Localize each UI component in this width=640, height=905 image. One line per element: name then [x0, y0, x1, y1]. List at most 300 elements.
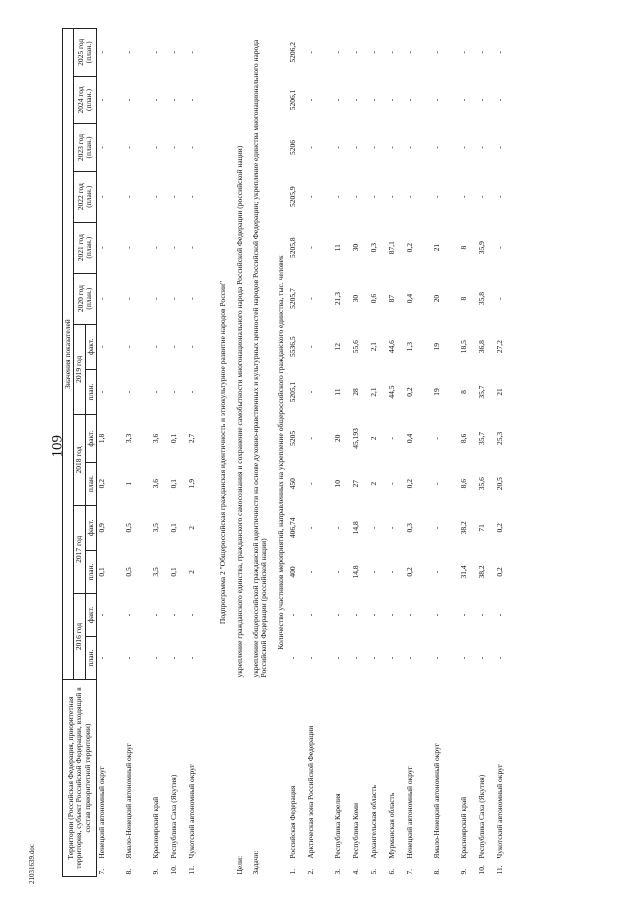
territory-name: Ямало-Ненецкий автономный округ [432, 743, 442, 859]
tasks-text: укрепление общероссийской гражданской идентичности на основе духовно-нравственных и культурных ценностей народов Российской Федерации; укрепление единства многонационального народа Российской Федерации (российской нации) [250, 39, 269, 678]
row-number: 9. [151, 868, 161, 875]
plan-header: план. [85, 462, 96, 505]
value-cell: 27 [351, 479, 361, 488]
value-cell: - [124, 195, 134, 198]
value-cell: 0,3 [405, 523, 415, 533]
subprogram-title: Подпрограмма 2 "Общероссийская гражданская идентичность и этнокультурное развитие народов России" [218, 280, 228, 625]
value-cell: - [432, 482, 442, 485]
table-row [477, 29, 495, 877]
value-cell: 25,3 [495, 431, 505, 445]
value-cell: - [387, 195, 397, 198]
value-cell: 0,4 [405, 433, 415, 444]
value-cell: - [187, 51, 197, 54]
value-cell: 0,2 [97, 479, 107, 489]
row-number: 6. [387, 868, 397, 875]
table-row [351, 29, 369, 877]
row-number: 5. [369, 868, 379, 875]
value-cell: - [495, 613, 505, 617]
value-cell: - [187, 613, 197, 617]
value-cell: 0,1 [169, 433, 179, 444]
value-cell: - [387, 98, 397, 102]
year-2021-header: 2021 год (план.) [74, 222, 97, 273]
value-cell: - [151, 246, 161, 249]
value-cell: 35,9 [477, 241, 487, 255]
value-cell: 1,3 [405, 342, 415, 352]
value-cell: - [369, 656, 379, 660]
value-cell: - [387, 146, 397, 149]
value-cell: - [151, 195, 161, 198]
value-cell: 20,5 [495, 477, 505, 491]
value-cell: 19 [432, 342, 442, 351]
goals-text: укрепление гражданского единства, гражданского самосознания и сохранение самобытности многонационального народа Российской Федерации (российской нации) [234, 145, 244, 678]
value-cell: - [306, 570, 316, 574]
value-cell: - [369, 51, 379, 54]
value-cell: - [432, 146, 442, 149]
value-cell: 5206,1 [288, 89, 298, 111]
row-number: 4. [351, 868, 361, 875]
value-cell: - [306, 526, 316, 530]
value-cell: - [124, 390, 134, 394]
value-cell: - [369, 613, 379, 617]
value-cell: - [477, 656, 487, 660]
territory-name: Чукотский автономный округ [187, 764, 197, 859]
value-cell: - [306, 98, 316, 102]
row-number: 8. [432, 868, 442, 875]
value-cell: - [495, 656, 505, 660]
value-cell: 2,1 [369, 342, 379, 352]
value-cell: 27,2 [495, 340, 505, 354]
value-cell: - [432, 98, 442, 102]
value-cell: 3,6 [151, 479, 161, 489]
value-cell: 2,7 [187, 433, 197, 444]
value-cell: - [387, 526, 397, 530]
table-row [306, 29, 333, 877]
tasks-label: Задачи: [250, 850, 260, 875]
value-cell: 87,1 [387, 241, 397, 255]
value-cell: - [333, 656, 343, 660]
plan-header: план. [85, 369, 96, 414]
year-2024-header: 2024 год (план.) [74, 76, 97, 124]
territory-name: Республика Карелия [333, 793, 343, 859]
value-cell: 400 [288, 566, 298, 578]
value-cell: - [432, 613, 442, 617]
value-cell: - [432, 437, 442, 440]
territory-name: Красноярский край [459, 796, 469, 859]
indicators-table [62, 28, 522, 877]
value-cell: 31,4 [459, 565, 469, 579]
value-cell: 30 [351, 294, 361, 303]
value-cell: 2 [187, 570, 197, 574]
value-cell: 18,5 [459, 340, 469, 354]
value-cell: 38,2 [477, 565, 487, 579]
row-number: 10. [477, 865, 487, 875]
value-cell: - [124, 613, 134, 617]
value-cell: 38,2 [459, 521, 469, 535]
value-cell: - [97, 656, 107, 660]
value-cell: - [124, 297, 134, 300]
value-cell: - [306, 482, 316, 485]
value-cell: 450 [288, 478, 298, 490]
value-cell: - [459, 613, 469, 617]
value-cell: 35,7 [477, 431, 487, 445]
value-cell: - [151, 613, 161, 617]
subprogram-section [214, 29, 288, 877]
plan-header: план. [85, 637, 96, 680]
value-cell: - [97, 613, 107, 617]
value-cell: 30 [351, 243, 361, 252]
territory-name: Ненецкий автономный округ [97, 766, 107, 859]
value-cell: - [97, 246, 107, 249]
value-cell: - [369, 146, 379, 149]
value-cell: - [432, 656, 442, 660]
value-cell: 406,74 [288, 517, 298, 539]
value-cell: - [387, 51, 397, 54]
year-2019-header: 2019 год [74, 324, 85, 415]
value-cell: - [351, 656, 361, 660]
value-cell: - [124, 246, 134, 249]
row-number: 11. [495, 865, 505, 875]
value-cell: 5205,1 [288, 381, 298, 403]
value-cell: - [187, 390, 197, 394]
value-cell: 1 [124, 481, 134, 486]
indicator-title: Количество участников мероприятий, направленных на укрепление общероссийского гражданского единства, тыс. человек [275, 255, 285, 650]
table-body-top [97, 29, 215, 877]
territory-name: Чукотский автономный округ [495, 764, 505, 859]
rotated-table-wrapper [62, 28, 640, 877]
value-cell: - [333, 613, 343, 617]
row-number: 7. [405, 868, 415, 875]
year-2017-header: 2017 год [74, 505, 85, 593]
page-number: 109 [49, 435, 66, 458]
value-cell: - [169, 146, 179, 149]
value-cell: - [387, 656, 397, 660]
value-cell: - [351, 51, 361, 54]
value-cell: - [369, 195, 379, 198]
value-cell: - [151, 345, 161, 348]
value-cell: 5205,8 [288, 237, 298, 258]
value-cell: - [97, 297, 107, 300]
value-cell: 0,1 [169, 479, 179, 489]
value-cell: - [151, 297, 161, 300]
plan-header: план. [85, 550, 96, 593]
fact-header: факт. [85, 505, 96, 550]
value-cell: 0,3 [369, 242, 379, 253]
value-cell: - [288, 656, 298, 660]
value-cell: - [187, 146, 197, 149]
value-cell: 8 [459, 390, 469, 394]
value-cell: - [169, 51, 179, 54]
value-cell: - [288, 613, 298, 617]
value-cell: - [97, 146, 107, 149]
value-cell: - [459, 146, 469, 149]
value-cell: - [306, 195, 316, 198]
value-cell: 5205,7 [288, 288, 298, 309]
table-row [432, 29, 459, 877]
value-cell: - [405, 51, 415, 54]
value-cell: - [369, 570, 379, 574]
value-cell: - [351, 195, 361, 198]
value-cell: - [477, 98, 487, 102]
table-row [187, 29, 214, 877]
value-cell: 35,8 [477, 292, 487, 306]
value-cell: - [124, 656, 134, 660]
value-cell: - [477, 195, 487, 198]
value-cell: - [97, 51, 107, 54]
value-cell: - [495, 195, 505, 198]
value-cell: - [387, 437, 397, 440]
table-row [288, 29, 306, 877]
value-cell: 3,6 [151, 433, 161, 444]
value-cell: 8 [459, 245, 469, 250]
row-number: 2. [306, 868, 316, 875]
value-cell: - [387, 613, 397, 617]
value-cell: 14,8 [351, 521, 361, 535]
value-cell: 0,2 [495, 523, 505, 533]
value-cell: 21 [495, 388, 505, 396]
value-cell: 2 [369, 436, 379, 441]
value-cell: - [306, 437, 316, 440]
value-cell: - [306, 246, 316, 249]
territory-name: Российская Федерация [288, 785, 298, 859]
value-cell: - [97, 98, 107, 102]
value-cell: 0,9 [97, 523, 107, 533]
footer-code: 21031639.doc [28, 844, 36, 884]
value-cell: 36,8 [477, 340, 487, 354]
territory-name: Республика Саха (Якутия) [477, 774, 487, 859]
territory-name: Арктическая зона Российской Федерации [306, 725, 316, 859]
value-cell: 0,1 [169, 523, 179, 533]
value-cell: - [151, 51, 161, 54]
table-row [97, 29, 125, 877]
value-cell: - [459, 656, 469, 660]
value-cell: - [405, 613, 415, 617]
value-cell: 10 [333, 479, 343, 488]
value-cell: 0,1 [97, 567, 107, 577]
table-row [333, 29, 351, 877]
value-cell: - [151, 146, 161, 149]
value-cell: - [187, 98, 197, 102]
value-cell: 12 [333, 342, 343, 351]
value-cell: - [405, 195, 415, 198]
value-cell: 11 [333, 388, 343, 396]
value-cell: - [495, 246, 505, 249]
territory-name: Ямало-Ненецкий автономный округ [124, 743, 134, 859]
table-body-bottom [288, 29, 522, 877]
table-header [63, 29, 97, 877]
value-cell: - [459, 51, 469, 54]
value-cell: - [306, 390, 316, 394]
value-cell: - [333, 195, 343, 198]
value-cell: 45,193 [351, 428, 361, 449]
value-cell: 5206 [288, 140, 298, 155]
value-cell: - [97, 195, 107, 198]
value-cell: 87 [387, 294, 397, 303]
value-cell: - [333, 98, 343, 102]
row-number: 7. [97, 868, 107, 875]
value-cell: - [387, 570, 397, 574]
value-cell: - [432, 51, 442, 54]
value-cell: 21 [432, 243, 442, 252]
value-cell: - [187, 297, 197, 300]
value-cell: 0,2 [405, 242, 415, 253]
value-cell: 8,6 [459, 479, 469, 489]
value-cell: - [306, 297, 316, 300]
value-cell: - [169, 246, 179, 249]
value-cell: 0,5 [124, 567, 134, 577]
value-cell: 5205 [288, 430, 298, 446]
value-cell: - [306, 146, 316, 149]
value-cell: - [97, 390, 107, 394]
value-cell: - [187, 345, 197, 348]
value-cell: - [169, 390, 179, 394]
value-cell: - [169, 613, 179, 617]
value-cell: 0,5 [124, 523, 134, 533]
value-cell: - [124, 51, 134, 54]
value-cell: 14,8 [351, 565, 361, 579]
value-cell: - [124, 146, 134, 149]
row-number: 1. [288, 868, 298, 875]
value-cell: 20 [333, 434, 343, 443]
value-cell: 1,8 [97, 433, 107, 444]
value-cell: 44,6 [387, 340, 397, 354]
table-row [169, 29, 187, 877]
value-cell: 3,5 [151, 523, 161, 533]
value-cell: 3,3 [124, 433, 134, 444]
value-cell: - [477, 51, 487, 54]
year-2016-header: 2016 год [74, 593, 85, 679]
value-cell: - [351, 98, 361, 102]
territory-name: Республика Коми [351, 802, 361, 859]
value-cell: 5536,5 [288, 336, 298, 358]
value-cell: - [151, 656, 161, 660]
year-2025-header: 2025 год (план.) [74, 29, 97, 77]
value-cell: - [369, 526, 379, 530]
year-2020-header: 2020 год (план.) [74, 273, 97, 324]
value-cell: 21,3 [333, 292, 343, 306]
value-cell: - [495, 146, 505, 149]
table-row [369, 29, 387, 877]
value-cell: - [432, 570, 442, 574]
value-cell: - [495, 297, 505, 300]
value-cell: - [333, 526, 343, 530]
value-cell: - [187, 246, 197, 249]
value-cell: 5205,9 [288, 186, 298, 208]
table-row [124, 29, 151, 877]
table-row [495, 29, 522, 877]
value-cell: - [387, 482, 397, 485]
value-cell: 0,2 [405, 479, 415, 489]
value-cell: - [333, 51, 343, 54]
fact-header: факт. [85, 324, 96, 369]
value-cell: 0,2 [495, 567, 505, 577]
value-cell: 0,6 [369, 293, 379, 304]
fact-header: факт. [85, 415, 96, 463]
value-cell: - [432, 526, 442, 530]
value-cell: - [495, 98, 505, 102]
value-cell: 0,1 [169, 567, 179, 577]
row-number: 8. [124, 868, 134, 875]
values-group-header: Значения показателей [63, 29, 74, 680]
row-number: 9. [459, 868, 469, 875]
value-cell: 8 [459, 296, 469, 301]
value-cell: - [351, 146, 361, 149]
value-cell: - [306, 345, 316, 348]
goals-label: Цели: [234, 855, 244, 875]
year-2018-header: 2018 год [74, 415, 85, 506]
value-cell: - [405, 656, 415, 660]
table-row [387, 29, 405, 877]
value-cell: - [459, 98, 469, 102]
value-cell: 28 [351, 388, 361, 396]
value-cell: - [477, 613, 487, 617]
row-number: 10. [169, 865, 179, 875]
value-cell: 1,9 [187, 479, 197, 489]
value-cell: - [97, 345, 107, 348]
value-cell: - [169, 195, 179, 198]
value-cell: - [169, 98, 179, 102]
value-cell: 55,6 [351, 340, 361, 354]
value-cell: 35,6 [477, 477, 487, 491]
value-cell: - [169, 297, 179, 300]
value-cell: 44,5 [387, 385, 397, 399]
value-cell: - [306, 51, 316, 54]
value-cell: 0,2 [405, 567, 415, 577]
value-cell: 5206,2 [288, 42, 298, 63]
value-cell: - [432, 195, 442, 198]
value-cell: - [459, 195, 469, 198]
value-cell: - [151, 390, 161, 394]
value-cell: - [124, 345, 134, 348]
value-cell: - [306, 613, 316, 617]
value-cell: - [187, 656, 197, 660]
territory-column-header: Территории (Российская Федерация, приоритетная территория, субъект Российской Федерации, входящий в состав приоритетной территории) [63, 680, 97, 877]
territory-name: Ненецкий автономный округ [405, 766, 415, 859]
value-cell: - [495, 51, 505, 54]
fact-header: факт. [85, 593, 96, 636]
territory-name: Республика Саха (Якутия) [169, 774, 179, 859]
value-cell: 8,6 [459, 433, 469, 444]
year-2023-header: 2023 год (план.) [74, 124, 97, 172]
value-cell: - [333, 146, 343, 149]
value-cell: 0,4 [405, 293, 415, 304]
table-row [405, 29, 432, 877]
value-cell: 35,7 [477, 385, 487, 399]
value-cell: - [369, 98, 379, 102]
value-cell: - [405, 146, 415, 149]
value-cell: - [124, 98, 134, 102]
territory-name: Мурманская область [387, 792, 397, 859]
year-2022-header: 2022 год (план.) [74, 171, 97, 222]
value-cell: - [405, 98, 415, 102]
table-row [459, 29, 477, 877]
value-cell: - [477, 146, 487, 149]
value-cell: - [169, 345, 179, 348]
value-cell: - [306, 656, 316, 660]
value-cell: 11 [333, 244, 343, 252]
territory-name: Красноярский край [151, 796, 161, 859]
value-cell: 2,1 [369, 387, 379, 397]
value-cell: 2 [369, 481, 379, 486]
territory-name: Архангельская область [369, 785, 379, 859]
value-cell: 2 [187, 525, 197, 530]
table-row [151, 29, 169, 877]
value-cell: 19 [432, 388, 442, 396]
value-cell: - [169, 656, 179, 660]
row-number: 11. [187, 865, 197, 875]
value-cell: - [151, 98, 161, 102]
value-cell: 20 [432, 294, 442, 303]
value-cell: 71 [477, 524, 487, 532]
